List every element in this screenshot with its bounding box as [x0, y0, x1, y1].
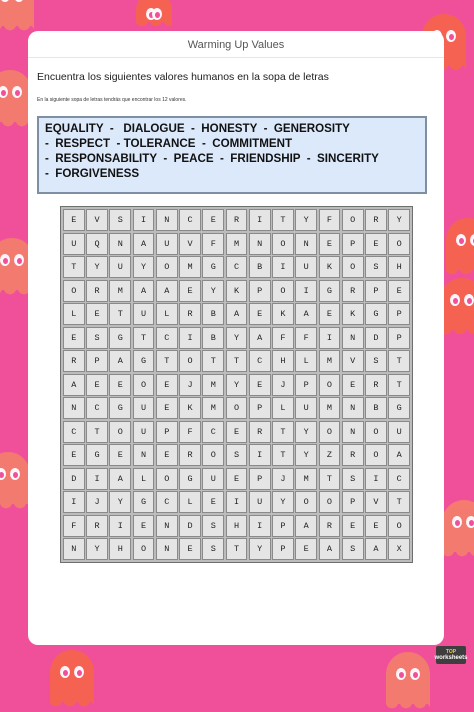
- grid-cell[interactable]: E: [319, 233, 341, 255]
- grid-cell[interactable]: H: [388, 256, 410, 278]
- grid-cell[interactable]: C: [86, 397, 108, 419]
- grid-cell[interactable]: R: [342, 280, 364, 302]
- grid-cell[interactable]: J: [272, 468, 294, 490]
- grid-cell[interactable]: Y: [86, 256, 108, 278]
- grid-cell[interactable]: G: [202, 256, 224, 278]
- grid-cell[interactable]: A: [295, 303, 317, 325]
- grid-cell[interactable]: O: [63, 280, 85, 302]
- grid-cell[interactable]: O: [202, 444, 224, 466]
- grid-cell[interactable]: A: [226, 303, 248, 325]
- grid-cell[interactable]: I: [295, 280, 317, 302]
- grid-cell[interactable]: B: [365, 397, 387, 419]
- ghost-decoration: [442, 500, 474, 552]
- grid-cell[interactable]: H: [109, 538, 131, 560]
- grid-cell[interactable]: V: [179, 233, 201, 255]
- ghost-decoration: [386, 652, 430, 704]
- grid-cell[interactable]: S: [86, 327, 108, 349]
- grid-cell[interactable]: P: [342, 491, 364, 513]
- grid-cell[interactable]: B: [249, 256, 271, 278]
- grid-cell[interactable]: N: [342, 421, 364, 443]
- worksheets-logo: [436, 646, 466, 664]
- grid-cell[interactable]: P: [249, 280, 271, 302]
- ghost-decoration: [136, 0, 172, 22]
- grid-cell[interactable]: K: [272, 303, 294, 325]
- grid-cell[interactable]: O: [109, 421, 131, 443]
- grid-cell[interactable]: K: [319, 256, 341, 278]
- grid-cell[interactable]: V: [342, 350, 364, 372]
- grid-cell[interactable]: E: [156, 374, 178, 396]
- grid-cell[interactable]: P: [388, 303, 410, 325]
- grid-cell[interactable]: M: [319, 397, 341, 419]
- grid-cell[interactable]: O: [295, 491, 317, 513]
- grid-cell[interactable]: M: [179, 256, 201, 278]
- grid-cell[interactable]: D: [365, 327, 387, 349]
- grid-cell[interactable]: G: [365, 303, 387, 325]
- grid-cell[interactable]: I: [63, 491, 85, 513]
- grid-cell[interactable]: S: [342, 538, 364, 560]
- grid-cell[interactable]: A: [109, 350, 131, 372]
- grid-cell[interactable]: E: [295, 538, 317, 560]
- grid-cell[interactable]: O: [319, 374, 341, 396]
- grid-cell[interactable]: N: [156, 538, 178, 560]
- page-title: Warming Up Values: [187, 39, 285, 51]
- grid-cell[interactable]: J: [179, 374, 201, 396]
- grid-cell[interactable]: T: [226, 538, 248, 560]
- grid-cell[interactable]: C: [156, 327, 178, 349]
- grid-cell[interactable]: N: [342, 397, 364, 419]
- grid-cell[interactable]: J: [272, 374, 294, 396]
- main-instruction: Encuentra los siguientes valores humanos en la sopa de letras: [37, 71, 329, 83]
- grid-cell[interactable]: P: [272, 538, 294, 560]
- grid-cell[interactable]: T: [226, 350, 248, 372]
- grid-cell[interactable]: L: [156, 303, 178, 325]
- grid-cell[interactable]: E: [63, 444, 85, 466]
- grid-cell[interactable]: K: [179, 397, 201, 419]
- grid-cell[interactable]: D: [63, 468, 85, 490]
- grid-cell[interactable]: C: [179, 209, 201, 231]
- grid-cell[interactable]: N: [133, 444, 155, 466]
- grid-cell[interactable]: I: [249, 515, 271, 537]
- grid-cell[interactable]: L: [133, 468, 155, 490]
- ghost-decoration: [0, 452, 30, 504]
- grid-cell[interactable]: S: [202, 515, 224, 537]
- grid-cell[interactable]: E: [179, 280, 201, 302]
- grid-cell[interactable]: F: [319, 209, 341, 231]
- grid-cell[interactable]: R: [86, 515, 108, 537]
- grid-cell[interactable]: N: [295, 233, 317, 255]
- logo-line-top: TOP: [445, 649, 457, 655]
- grid-cell[interactable]: U: [63, 233, 85, 255]
- grid-cell[interactable]: N: [342, 327, 364, 349]
- grid-cell[interactable]: T: [86, 421, 108, 443]
- grid-cell[interactable]: A: [319, 538, 341, 560]
- grid-cell[interactable]: M: [226, 233, 248, 255]
- grid-cell[interactable]: N: [109, 233, 131, 255]
- grid-cell[interactable]: E: [63, 209, 85, 231]
- grid-cell[interactable]: I: [365, 468, 387, 490]
- ghost-decoration: [446, 218, 474, 270]
- word-search-grid: [60, 206, 413, 563]
- grid-cell[interactable]: M: [295, 468, 317, 490]
- ghost-decoration: [440, 278, 474, 330]
- grid-cell[interactable]: H: [272, 350, 294, 372]
- grid-cell[interactable]: I: [179, 327, 201, 349]
- grid-cell[interactable]: N: [156, 515, 178, 537]
- grid-cell[interactable]: R: [365, 209, 387, 231]
- grid-cell[interactable]: T: [63, 256, 85, 278]
- grid-cell[interactable]: E: [86, 374, 108, 396]
- grid-cell[interactable]: U: [156, 233, 178, 255]
- grid-cell[interactable]: O: [365, 444, 387, 466]
- grid-cell[interactable]: O: [388, 233, 410, 255]
- grid-cell[interactable]: C: [202, 421, 224, 443]
- grid-cell[interactable]: G: [179, 468, 201, 490]
- grid-cell[interactable]: Z: [319, 444, 341, 466]
- grid-cell[interactable]: G: [133, 491, 155, 513]
- word-list-box: EQUALITY - DIALOGUE - HONESTY - GENEROSITY - RESPECT - TOLERANCE - COMMITMENT - RESPONSABILITY - PEACE - FRIENDSHIP - SINCERITY - FORGIVENESS: [37, 116, 427, 194]
- grid-cell[interactable]: I: [109, 515, 131, 537]
- grid-cell[interactable]: R: [226, 209, 248, 231]
- grid-cell[interactable]: O: [342, 256, 364, 278]
- grid-cell[interactable]: A: [133, 233, 155, 255]
- grid-cell[interactable]: R: [63, 350, 85, 372]
- grid-cell[interactable]: P: [388, 327, 410, 349]
- grid-cell[interactable]: O: [272, 280, 294, 302]
- grid-cell[interactable]: E: [365, 515, 387, 537]
- grid-cell[interactable]: P: [342, 233, 364, 255]
- grid-cell[interactable]: Y: [226, 374, 248, 396]
- grid-cell[interactable]: O: [272, 233, 294, 255]
- grid-cell[interactable]: G: [133, 350, 155, 372]
- grid-cell[interactable]: T: [319, 468, 341, 490]
- grid-cell[interactable]: L: [295, 350, 317, 372]
- title-divider: [28, 57, 444, 58]
- grid-cell[interactable]: P: [272, 515, 294, 537]
- grid-cell[interactable]: U: [133, 421, 155, 443]
- grid-cell[interactable]: E: [156, 444, 178, 466]
- grid-cell[interactable]: A: [295, 515, 317, 537]
- grid-cell[interactable]: Y: [202, 280, 224, 302]
- grid-cell[interactable]: T: [388, 350, 410, 372]
- grid-cell[interactable]: U: [109, 256, 131, 278]
- grid-cell[interactable]: O: [388, 515, 410, 537]
- grid-cell[interactable]: T: [272, 421, 294, 443]
- grid-cell[interactable]: M: [202, 397, 224, 419]
- grid-cell[interactable]: E: [226, 468, 248, 490]
- grid-cell[interactable]: S: [226, 444, 248, 466]
- grid-cell[interactable]: J: [86, 491, 108, 513]
- grid-cell[interactable]: O: [319, 421, 341, 443]
- grid-cell[interactable]: C: [63, 421, 85, 443]
- grid-cell[interactable]: R: [179, 444, 201, 466]
- grid-cell[interactable]: C: [249, 350, 271, 372]
- grid-cell[interactable]: F: [202, 233, 224, 255]
- grid-cell[interactable]: T: [109, 303, 131, 325]
- grid-cell[interactable]: E: [249, 374, 271, 396]
- grid-cell[interactable]: R: [86, 280, 108, 302]
- grid-cell[interactable]: V: [365, 491, 387, 513]
- logo-line-bottom: worksheets: [434, 655, 468, 661]
- grid-cell[interactable]: G: [388, 397, 410, 419]
- grid-cell[interactable]: E: [342, 374, 364, 396]
- grid-cell[interactable]: N: [249, 233, 271, 255]
- grid-cell[interactable]: G: [109, 397, 131, 419]
- grid-cell[interactable]: I: [319, 327, 341, 349]
- grid-cell[interactable]: E: [109, 374, 131, 396]
- grid-cell[interactable]: A: [156, 280, 178, 302]
- grid-cell[interactable]: O: [133, 374, 155, 396]
- grid-cell[interactable]: R: [342, 444, 364, 466]
- grid-cell[interactable]: N: [63, 538, 85, 560]
- grid-cell[interactable]: T: [388, 491, 410, 513]
- grid-cell[interactable]: F: [272, 327, 294, 349]
- grid-cell[interactable]: Y: [295, 421, 317, 443]
- grid-cell[interactable]: O: [156, 468, 178, 490]
- grid-cell[interactable]: S: [342, 468, 364, 490]
- grid-cell[interactable]: Y: [272, 491, 294, 513]
- grid-cell[interactable]: A: [133, 280, 155, 302]
- grid-cell[interactable]: O: [156, 256, 178, 278]
- grid-cell[interactable]: R: [249, 421, 271, 443]
- ghost-decoration: [50, 650, 94, 702]
- ghost-decoration: [0, 0, 34, 26]
- grid-cell[interactable]: U: [295, 397, 317, 419]
- grid-cell[interactable]: P: [156, 421, 178, 443]
- sub-instruction: En la siguiente sopa de letras tendrás que encontrar los 12 valores.: [37, 97, 187, 103]
- grid-cell[interactable]: T: [156, 350, 178, 372]
- grid-cell[interactable]: E: [202, 209, 224, 231]
- grid-cell[interactable]: Y: [133, 256, 155, 278]
- grid-cell[interactable]: M: [319, 350, 341, 372]
- grid-cell[interactable]: U: [249, 491, 271, 513]
- grid-cell[interactable]: P: [295, 374, 317, 396]
- grid-cell[interactable]: T: [272, 444, 294, 466]
- grid-cell[interactable]: T: [388, 374, 410, 396]
- grid-cell[interactable]: E: [179, 538, 201, 560]
- grid-cell[interactable]: E: [202, 491, 224, 513]
- grid-cell[interactable]: A: [388, 444, 410, 466]
- grid-cell[interactable]: M: [109, 280, 131, 302]
- grid-cell[interactable]: U: [133, 303, 155, 325]
- grid-cell[interactable]: M: [202, 374, 224, 396]
- grid-cell[interactable]: E: [86, 303, 108, 325]
- grid-cell[interactable]: G: [109, 327, 131, 349]
- grid-cell[interactable]: Y: [295, 444, 317, 466]
- grid-cell[interactable]: I: [226, 491, 248, 513]
- grid-cell[interactable]: Y: [388, 209, 410, 231]
- grid-cell[interactable]: Y: [86, 538, 108, 560]
- grid-cell[interactable]: P: [249, 397, 271, 419]
- grid-cell[interactable]: I: [133, 209, 155, 231]
- grid-cell[interactable]: H: [226, 515, 248, 537]
- grid-cell[interactable]: B: [202, 327, 224, 349]
- grid-cell[interactable]: F: [295, 327, 317, 349]
- grid-cell[interactable]: R: [319, 515, 341, 537]
- grid-cell[interactable]: A: [63, 374, 85, 396]
- grid-cell[interactable]: L: [272, 397, 294, 419]
- grid-cell[interactable]: E: [109, 444, 131, 466]
- grid-cell[interactable]: O: [342, 209, 364, 231]
- grid-cell[interactable]: F: [179, 421, 201, 443]
- grid-cell[interactable]: I: [272, 256, 294, 278]
- grid-cell[interactable]: N: [156, 209, 178, 231]
- grid-cell[interactable]: E: [365, 233, 387, 255]
- grid-cell[interactable]: U: [388, 421, 410, 443]
- grid-cell[interactable]: S: [202, 538, 224, 560]
- grid-cell[interactable]: E: [342, 515, 364, 537]
- grid-cell[interactable]: Y: [295, 209, 317, 231]
- grid-cell[interactable]: L: [63, 303, 85, 325]
- grid-cell[interactable]: Q: [86, 233, 108, 255]
- grid-cell[interactable]: P: [249, 468, 271, 490]
- grid-cell[interactable]: C: [388, 468, 410, 490]
- grid-cell[interactable]: A: [365, 538, 387, 560]
- grid-cell[interactable]: O: [133, 538, 155, 560]
- grid-cell[interactable]: V: [86, 209, 108, 231]
- grid-cell[interactable]: O: [365, 421, 387, 443]
- grid-cell[interactable]: P: [86, 350, 108, 372]
- grid-cell[interactable]: B: [202, 303, 224, 325]
- grid-cell[interactable]: R: [365, 374, 387, 396]
- grid-cell[interactable]: A: [109, 468, 131, 490]
- grid-cell[interactable]: U: [202, 468, 224, 490]
- grid-cell[interactable]: Y: [109, 491, 131, 513]
- grid-cell[interactable]: O: [226, 397, 248, 419]
- grid-cell[interactable]: I: [249, 209, 271, 231]
- worksheet-card: [28, 31, 444, 645]
- grid-cell[interactable]: C: [226, 256, 248, 278]
- grid-cell[interactable]: Y: [226, 327, 248, 349]
- grid-cell[interactable]: S: [365, 350, 387, 372]
- grid-cell[interactable]: L: [179, 491, 201, 513]
- grid-cell[interactable]: D: [179, 515, 201, 537]
- grid-cell[interactable]: Y: [249, 538, 271, 560]
- grid-cell[interactable]: U: [295, 256, 317, 278]
- grid-cell[interactable]: E: [388, 280, 410, 302]
- grid-cell[interactable]: I: [86, 468, 108, 490]
- grid-cell[interactable]: T: [272, 209, 294, 231]
- grid-cell[interactable]: A: [249, 327, 271, 349]
- grid-cell[interactable]: G: [319, 280, 341, 302]
- grid-cell[interactable]: R: [179, 303, 201, 325]
- grid-cell[interactable]: E: [133, 515, 155, 537]
- grid-cell[interactable]: O: [319, 491, 341, 513]
- grid-cell[interactable]: S: [109, 209, 131, 231]
- grid-cell[interactable]: E: [249, 303, 271, 325]
- grid-cell[interactable]: K: [342, 303, 364, 325]
- grid-cell[interactable]: O: [179, 350, 201, 372]
- grid-cell[interactable]: X: [388, 538, 410, 560]
- grid-cell[interactable]: E: [156, 397, 178, 419]
- grid-cell[interactable]: G: [86, 444, 108, 466]
- grid-cell[interactable]: C: [156, 491, 178, 513]
- grid-cell[interactable]: U: [133, 397, 155, 419]
- grid-cell[interactable]: T: [133, 327, 155, 349]
- grid-cell[interactable]: S: [365, 256, 387, 278]
- grid-cell[interactable]: N: [63, 397, 85, 419]
- grid-cell[interactable]: K: [226, 280, 248, 302]
- grid-cell[interactable]: E: [319, 303, 341, 325]
- grid-cell[interactable]: E: [226, 421, 248, 443]
- grid-cell[interactable]: E: [63, 327, 85, 349]
- grid-cell[interactable]: P: [365, 280, 387, 302]
- grid-cell[interactable]: I: [249, 444, 271, 466]
- grid-cell[interactable]: F: [63, 515, 85, 537]
- grid-cell[interactable]: T: [202, 350, 224, 372]
